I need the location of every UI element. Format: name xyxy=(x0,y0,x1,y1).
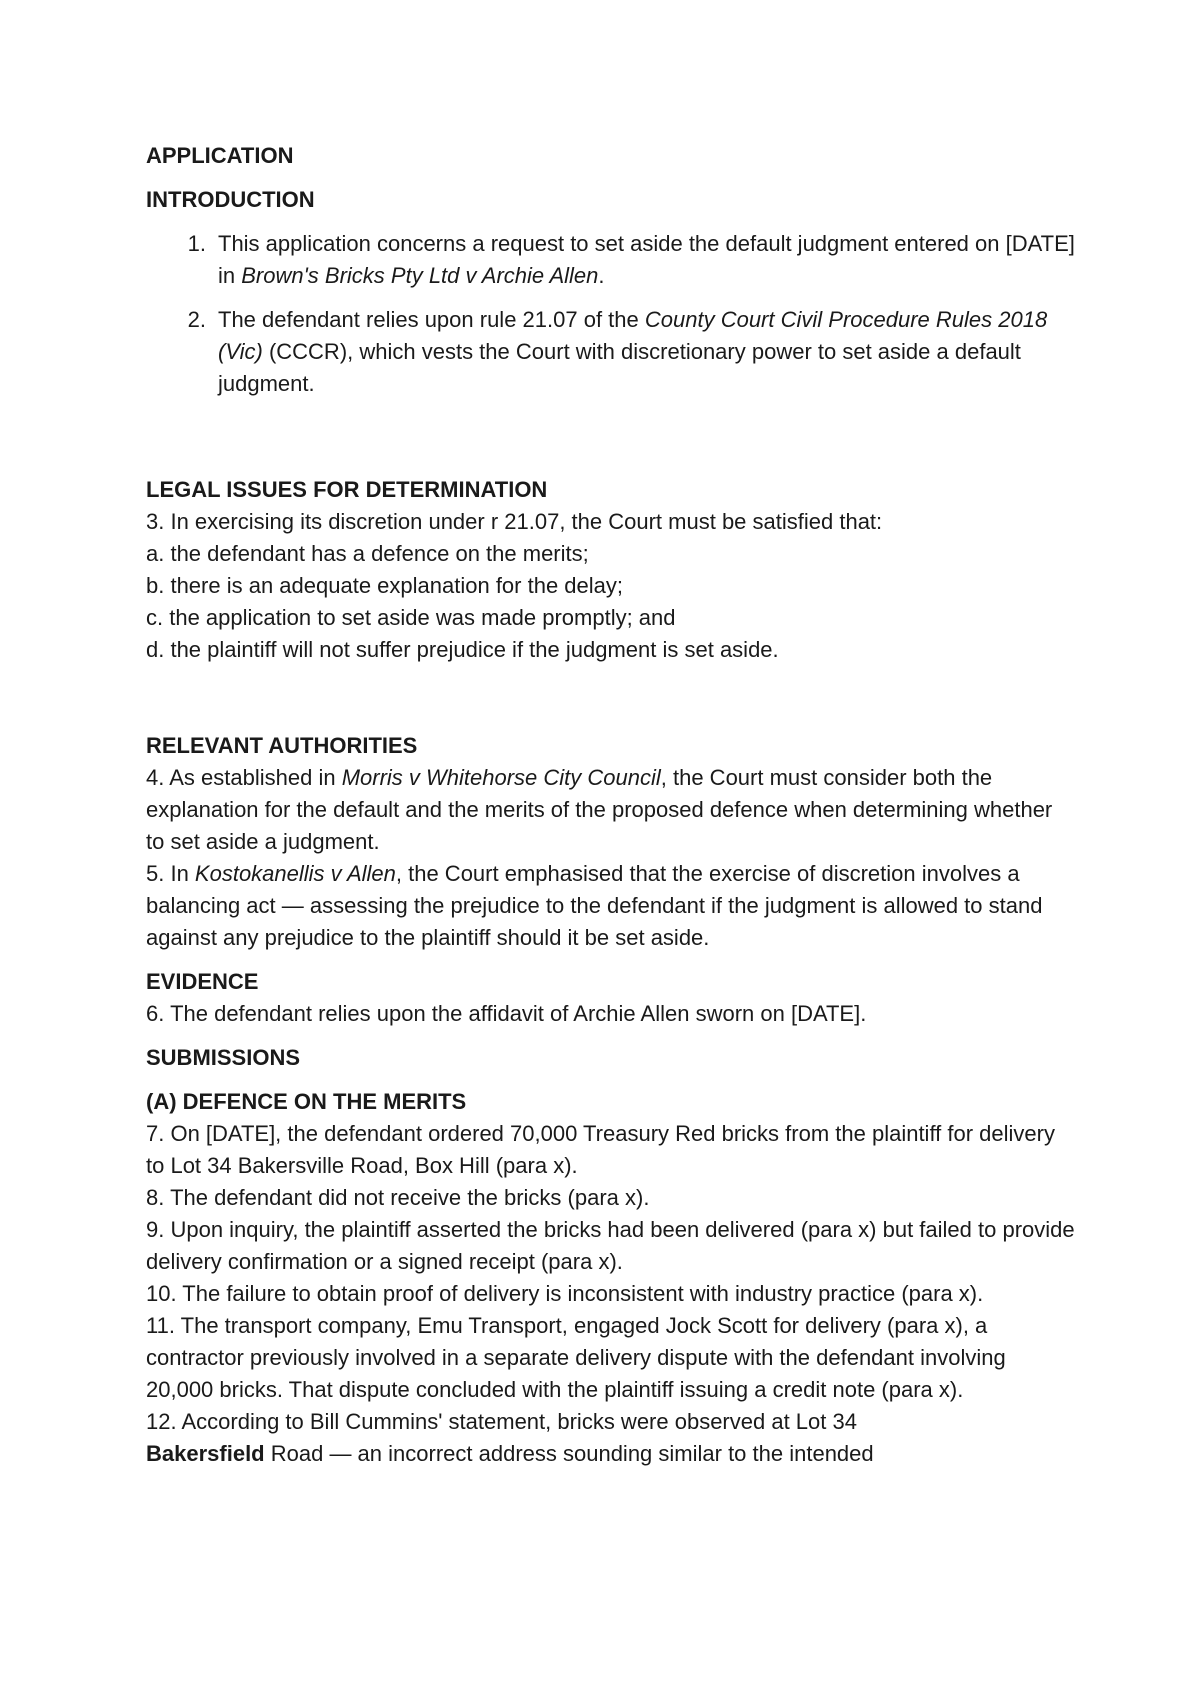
defence-paragraph: 10. The failure to obtain proof of delivery is inconsistent with industry practice (para x). xyxy=(146,1281,984,1306)
defence-paragraph: 11. The transport company, Emu Transport, engaged Jock Scott for delivery (para x), a contractor previously involved in a separate delivery dispute with the defendant involving 20,000 bricks. That dispute concluded with the plaintiff issuing a credit note (para x). xyxy=(146,1313,1006,1402)
legal-issue-line: 3. In exercising its discretion under r 21.07, the Court must be satisfied that: xyxy=(146,509,883,534)
case-name-kostokanellis: Kostokanellis v Allen xyxy=(194,861,396,886)
defence-paragraph: 7. On [DATE], the defendant ordered 70,000 Treasury Red bricks from the plaintiff for delivery to Lot 34 Bakersville Road, Box Hill (para x). xyxy=(146,1121,1055,1178)
case-name-browns-bricks: Brown's Bricks Pty Ltd v Archie Allen xyxy=(241,263,599,288)
legal-issue-line: a. the defendant has a defence on the merits; xyxy=(146,541,589,566)
intro-text-before: This application concerns a request to set aside the default judgment entered on [DATE] in xyxy=(218,231,1075,288)
para-12-text: Road — an incorrect address sounding similar to the intended xyxy=(264,1441,874,1466)
rules-name-cccr: County Court Civil Procedure Rules 2018 (Vic) xyxy=(218,307,1048,364)
legal-issue-line: c. the application to set aside was made promptly; and xyxy=(146,605,676,630)
intro-item-2 xyxy=(146,304,1076,400)
document-page xyxy=(146,140,1076,1470)
defence-paragraph-12 xyxy=(146,1406,1076,1470)
defence-paragraph: 8. The defendant did not receive the bricks (para x). xyxy=(146,1185,650,1210)
intro-item-number: 1. xyxy=(187,231,206,256)
authority-text: 4. As established in xyxy=(146,765,342,790)
intro-item-text xyxy=(218,228,1076,292)
application-heading: APPLICATION xyxy=(146,143,294,168)
authority-text: 5. In xyxy=(146,861,195,886)
introduction-heading: INTRODUCTION xyxy=(146,187,315,212)
intro-text-after: . xyxy=(598,263,605,288)
defence-heading: (A) DEFENCE ON THE MERITS xyxy=(146,1089,467,1114)
authority-paragraph-5 xyxy=(146,858,1076,954)
legal-issue-line: d. the plaintiff will not suffer prejudice if the judgment is set aside. xyxy=(146,637,779,662)
authority-text: , the Court must consider both the explanation for the default and the merits of the proposed defence when determining whether to set aside a judgment. xyxy=(146,765,1053,854)
submissions-heading: SUBMISSIONS xyxy=(146,1045,301,1070)
intro-item-number: 2. xyxy=(187,307,206,332)
bold-address-bakersfield: Bakersfield xyxy=(146,1441,265,1466)
defence-paragraph: 9. Upon inquiry, the plaintiff asserted the bricks had been delivered (para x) but failed to provide delivery confirmation or a signed receipt (para x). xyxy=(146,1217,1075,1274)
authority-text: , the Court emphasised that the exercise of discretion involves a balancing act — assessing the prejudice to the defendant if the judgment is allowed to stand against any prejudice to the plaintiff should it be set aside. xyxy=(146,861,1043,950)
intro-text-after: (CCCR), which vests the Court with discretionary power to set aside a default judgment. xyxy=(218,339,1021,396)
legal-issue-line: b. there is an adequate explanation for the delay; xyxy=(146,573,624,598)
legal-issues-heading: LEGAL ISSUES FOR DETERMINATION xyxy=(146,477,548,502)
para-12-text: 12. According to Bill Cummins' statement, bricks were observed at Lot 34 xyxy=(146,1409,857,1434)
intro-text-before: The defendant relies upon rule 21.07 of the xyxy=(218,307,645,332)
authority-paragraph-4 xyxy=(146,762,1076,858)
intro-item-text xyxy=(218,304,1076,400)
authorities-heading: RELEVANT AUTHORITIES xyxy=(146,733,418,758)
evidence-line: 6. The defendant relies upon the affidavit of Archie Allen sworn on [DATE]. xyxy=(146,1001,867,1026)
case-name-morris: Morris v Whitehorse City Council xyxy=(341,765,661,790)
evidence-heading: EVIDENCE xyxy=(146,969,259,994)
intro-item-1 xyxy=(146,228,1076,292)
